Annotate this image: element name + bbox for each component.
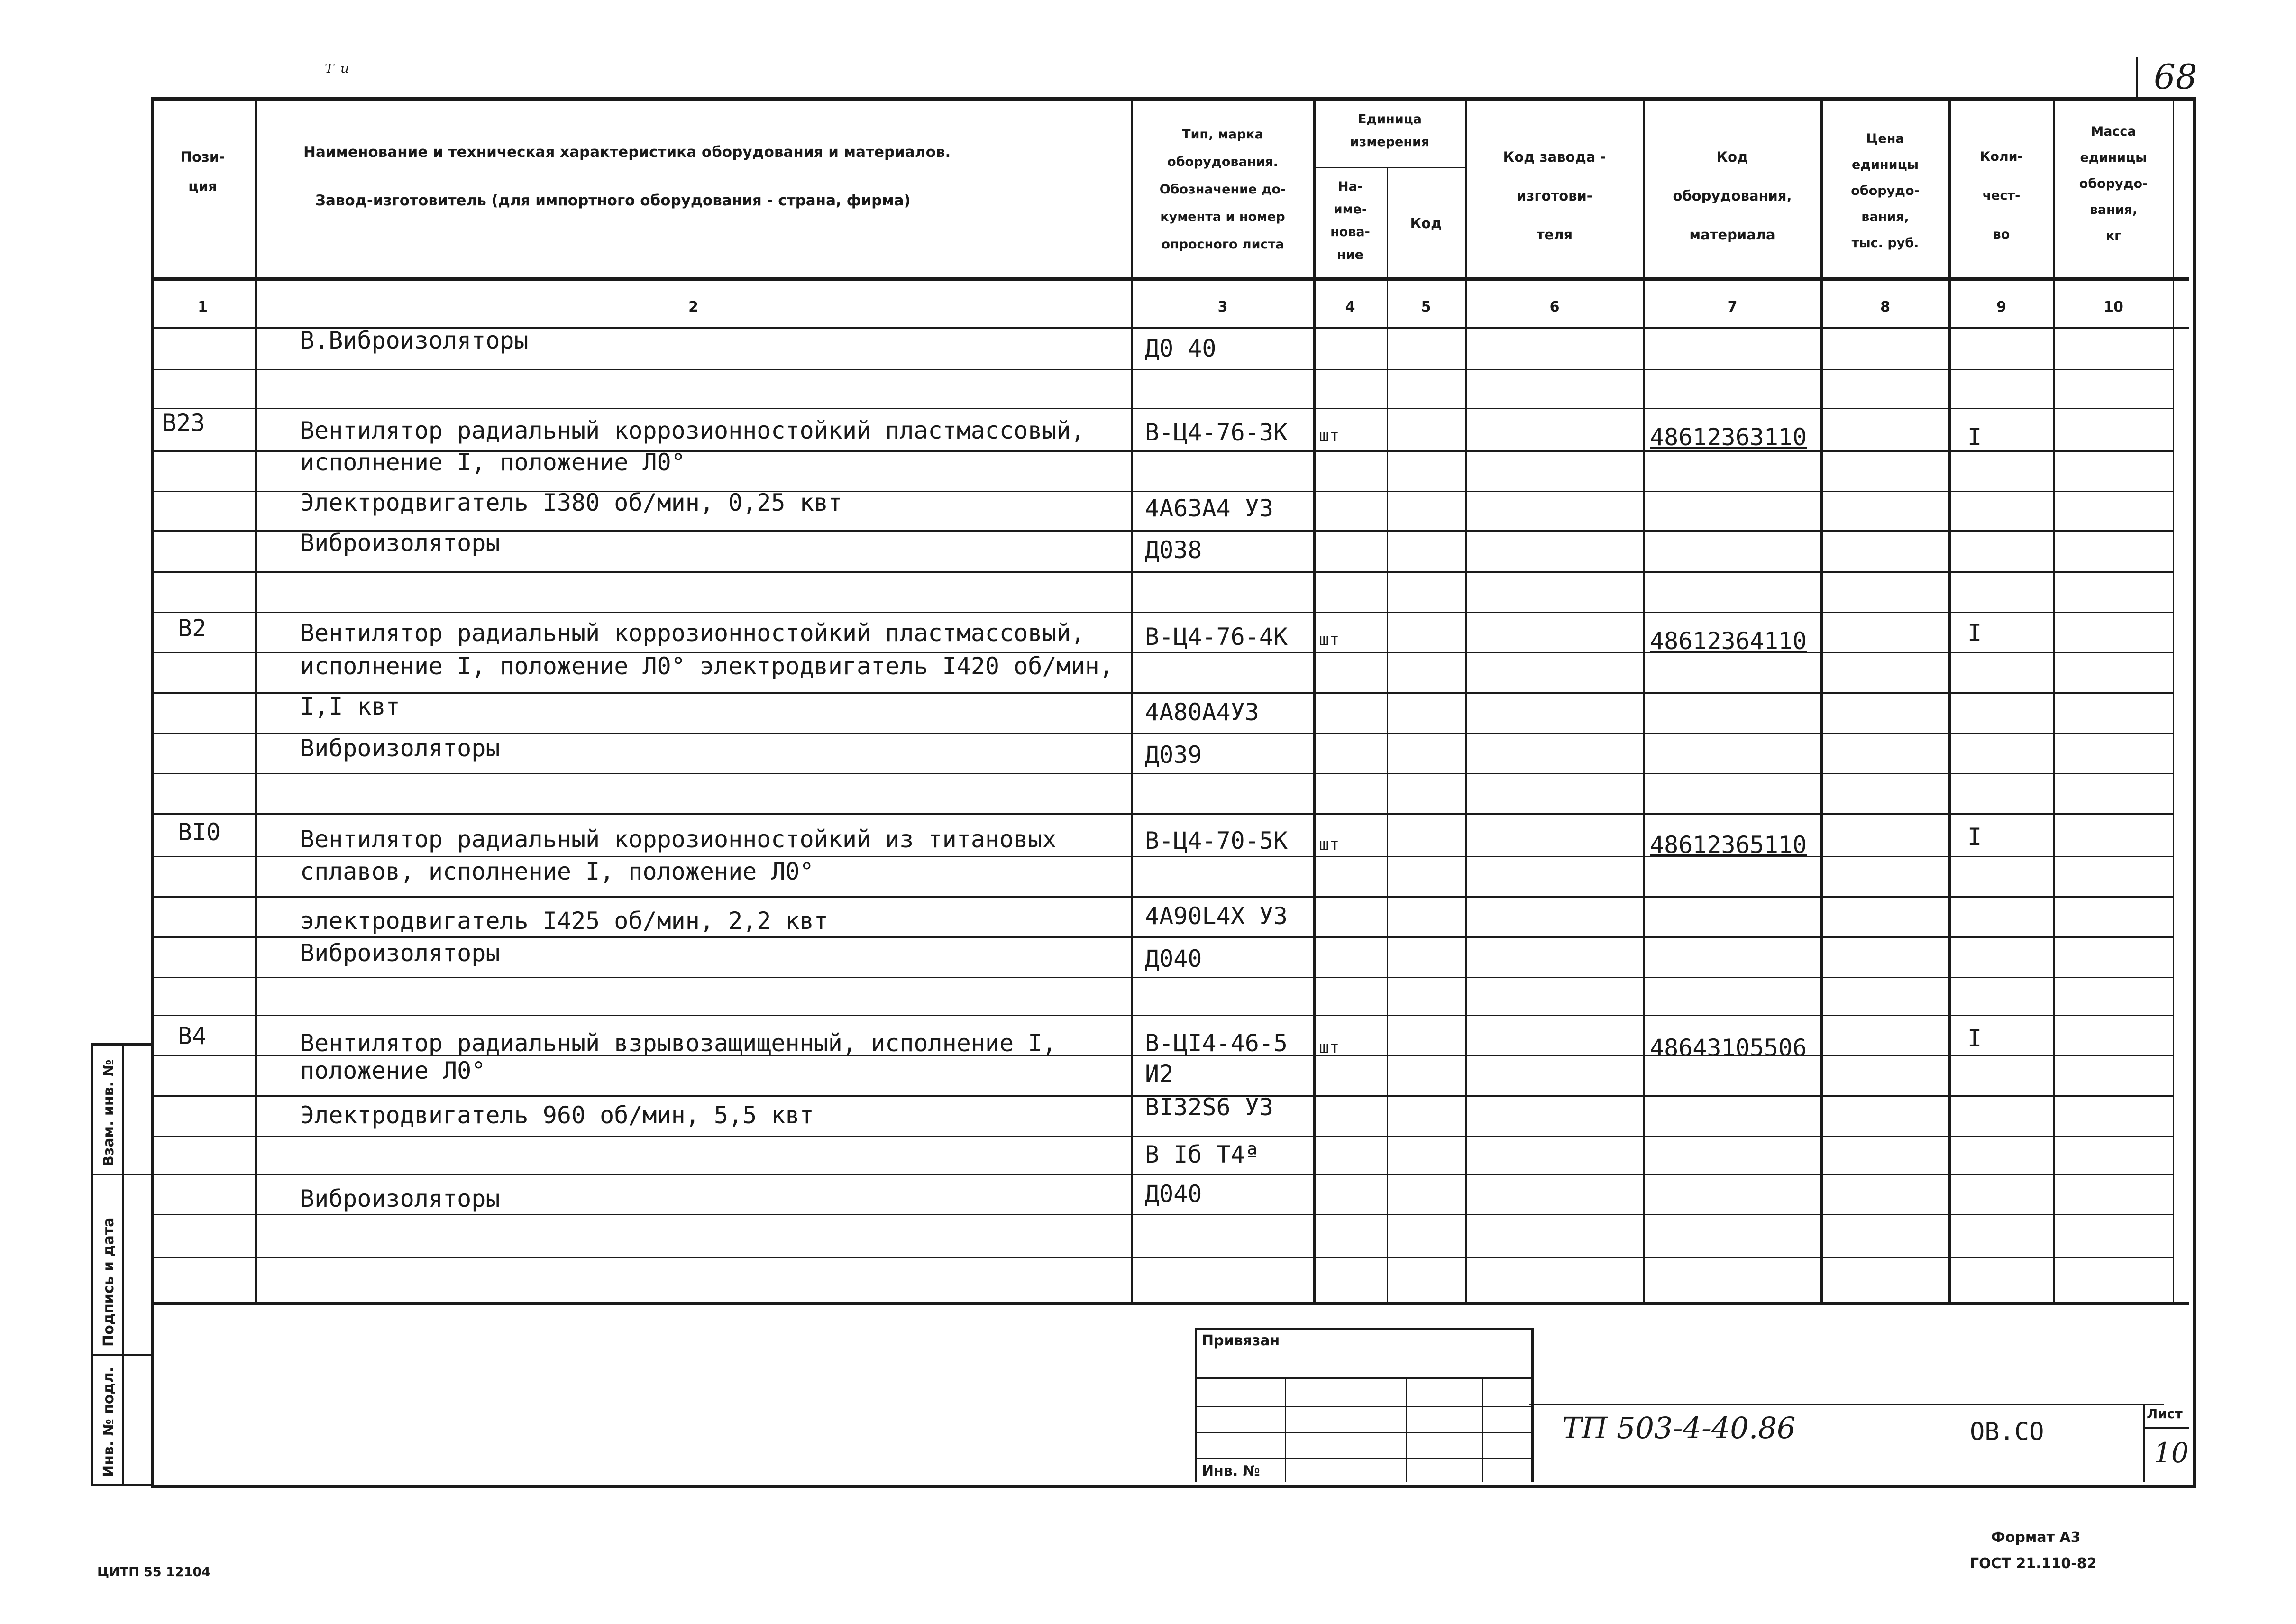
row-name: исполнение I, положение Л0° электродвигатель I420 об/мин, — [300, 652, 1114, 680]
row-type: Д0 40 — [1145, 335, 1217, 362]
row-equip-code: 48612363110 — [1650, 423, 1807, 451]
row-name: Вентилятор радиальный коррозионностойкий пластмассовый, — [300, 417, 1085, 444]
row-type: 4А80А4УЗ — [1145, 698, 1259, 726]
row-type: 4А63А4 УЗ — [1145, 495, 1273, 522]
row-type: Д040 — [1145, 1180, 1202, 1208]
row-qty: I — [1967, 823, 1982, 851]
row-unit: шт — [1319, 426, 1340, 446]
row-type: В-Ц4-76-3К — [1145, 419, 1288, 446]
row-name: В.Виброизоляторы — [300, 327, 529, 354]
row-name: Виброизоляторы — [300, 734, 500, 762]
header-maker-code: Код завода - изготови- теля — [1503, 149, 1606, 243]
header-mass: Масса единицы оборудо- вания, кг — [2079, 124, 2148, 243]
row-type: В-Ц4-70-5К — [1145, 827, 1288, 854]
row-type: ВI32S6 УЗ — [1145, 1093, 1273, 1121]
header-type: Тип, марка оборудования. Обозначение до- кумента и номер опросного листа — [1159, 127, 1286, 252]
header-price: Цена единицы оборудо- вания, тыс. руб. — [1851, 131, 1920, 250]
side-stamp-sign-date: Подпись и дата — [101, 1217, 117, 1347]
header-name-line2: Завод-изготовитель (для импортного оборудования - страна, фирма) — [315, 192, 911, 209]
row-unit: шт — [1319, 835, 1340, 854]
title-doc-code: ТП 503-4-40.86 — [1562, 1411, 1796, 1445]
footer-publisher: ЦИТП 55 12104 — [97, 1565, 210, 1579]
row-type: Д040 — [1145, 945, 1202, 973]
title-sheet-label: Лист — [2147, 1406, 2183, 1422]
row-name: Виброизоляторы — [300, 1185, 500, 1212]
side-stamp-inv-orig: Инв. № подл. — [101, 1367, 117, 1477]
row-equip-code: 48612365110 — [1650, 831, 1807, 859]
row-name: I,I квт — [300, 693, 400, 720]
row-type: В-Ц4-76-4К — [1145, 623, 1288, 651]
row-name: положение Л0° — [300, 1057, 486, 1084]
row-position: В4 — [178, 1022, 207, 1050]
column-number-8: 8 — [1880, 299, 1890, 315]
corner-mark: ᵀ ᵘ — [325, 59, 350, 85]
row-name: Вентилятор радиальный взрывозащищенный, исполнение I, — [300, 1029, 1057, 1057]
header-unit-group: Единица измерения — [1350, 112, 1430, 149]
header-equip-code: Код оборудования, материала — [1673, 149, 1792, 243]
sheet-mark: 68 — [2154, 57, 2197, 97]
footer-format: Формат А3 — [1991, 1529, 2081, 1546]
header-unit-name: На- име- нова- ние — [1330, 179, 1370, 262]
footer-gost: ГОСТ 21.110-82 — [1970, 1555, 2097, 1572]
row-name: Вентилятор радиальный коррозионностойкий из титановых — [300, 826, 1057, 853]
row-name: Электродвигатель I380 об/мин, 0,25 квт — [300, 489, 842, 516]
title-attached: Привязан — [1202, 1332, 1280, 1349]
row-equip-code: 48612364110 — [1650, 627, 1807, 655]
row-position: В23 — [162, 409, 205, 437]
column-number-4: 4 — [1345, 299, 1355, 315]
row-qty: I — [1967, 423, 1982, 451]
row-type: Д038 — [1145, 536, 1202, 564]
row-unit: шт — [1319, 630, 1340, 650]
row-name: исполнение I, положение Л0° — [300, 449, 686, 476]
row-name: сплавов, исполнение I, положение Л0° — [300, 858, 814, 885]
column-number-1: 1 — [198, 299, 208, 315]
row-name: Вентилятор радиальный коррозионностойкий пластмассовый, — [300, 619, 1085, 647]
row-qty: I — [1967, 1025, 1982, 1052]
row-position: ВI0 — [178, 818, 221, 846]
header-qty: Коли- чест- во — [1980, 149, 2023, 242]
side-stamp-inv-dup: Взам. инв. № — [101, 1059, 117, 1166]
row-name: Электродвигатель 960 об/мин, 5,5 квт — [300, 1101, 814, 1129]
row-type: И2 — [1145, 1060, 1174, 1088]
row-type: В-ЦI4-46-5 — [1145, 1029, 1288, 1057]
header-unit-code: Код — [1410, 215, 1442, 231]
header-name-line1: Наименование и техническая характеристика оборудования и материалов. — [303, 144, 951, 161]
header-position: Пози- ция — [180, 149, 225, 194]
row-type: 4А90L4Х УЗ — [1145, 902, 1288, 930]
column-number-7: 7 — [1727, 299, 1738, 315]
title-inv-no: Инв. № — [1202, 1463, 1260, 1479]
title-block-grid — [1195, 1328, 1534, 1482]
row-type: В Iб Т4ª — [1145, 1141, 1259, 1168]
row-name: Виброизоляторы — [300, 529, 500, 557]
column-number-5: 5 — [1421, 299, 1431, 315]
row-position: В2 — [178, 615, 207, 642]
column-number-3: 3 — [1217, 299, 1228, 315]
row-name: Виброизоляторы — [300, 939, 500, 967]
title-section: ОВ.СО — [1970, 1418, 2044, 1446]
column-number-6: 6 — [1549, 299, 1560, 315]
column-number-10: 10 — [2104, 299, 2123, 315]
row-unit: шт — [1319, 1038, 1340, 1057]
column-number-9: 9 — [1996, 299, 2006, 315]
title-sheet-number: 10 — [2154, 1437, 2189, 1469]
row-type: Д039 — [1145, 741, 1202, 769]
row-qty: I — [1967, 619, 1982, 647]
row-equip-code: 48643105506 — [1650, 1034, 1807, 1062]
column-number-2: 2 — [688, 299, 698, 315]
row-name: электродвигатель I425 об/мин, 2,2 квт — [300, 907, 828, 935]
